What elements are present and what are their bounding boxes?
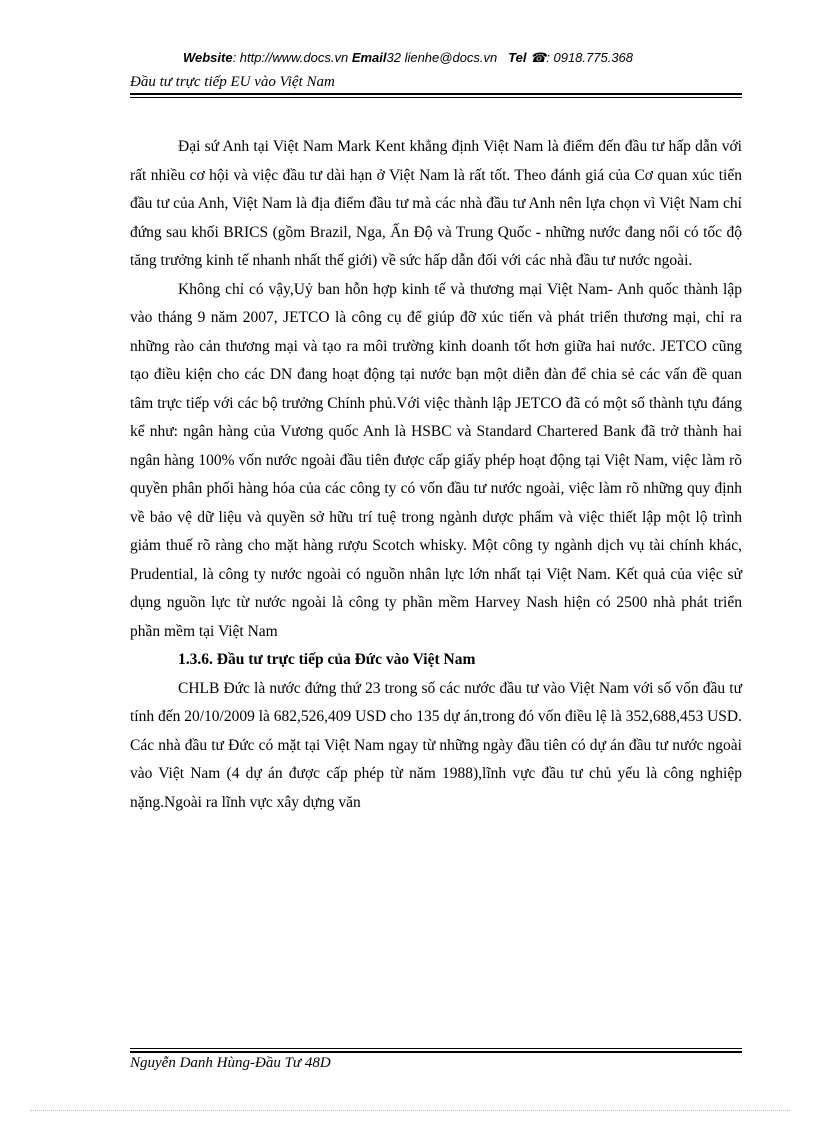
website-label: Website: [182, 50, 233, 65]
page-bottom-divider: [30, 1110, 790, 1111]
email-value: 32 lienhe@docs.vn: [386, 50, 498, 65]
document-title: Đầu tư trực tiếp EU vào Việt Nam: [130, 74, 335, 90]
paragraph-3: CHLB Đức là nước đứng thứ 23 trong số các nước đầu tư vào Việt Nam với số vốn đầu tư tính đến 20/10/2009 là 682,526,409 USD cho 135 dự án,trong đó vốn điều lệ là 352,688,453 USD. Các nhà đầu tư Đức có mặt tại Việt Nam ngay từ những ngày đầu tiên có dự án đầu tư nước ngoài vào Việt Nam (4 dự án được cấp phép từ năm 1988),lĩnh vực đầu tư chủ yếu là công nghiệp nặng.Ngoài ra lĩnh vực xây dựng văn: [130, 679, 742, 811]
body-text: [130, 133, 742, 817]
footer-rule-thick: [130, 1051, 742, 1053]
footer-author: Nguyễn Danh Hùng-Đầu Tư 48D: [130, 1055, 331, 1071]
footer-rule-thin: [130, 1048, 742, 1049]
website-header: [0, 50, 816, 66]
paragraph-1: Đại sứ Anh tại Việt Nam Mark Kent khẳng định Việt Nam là điểm đến đầu tư hấp dẫn với rất nhiều cơ hội và việc đầu tư dài hạn ở Việt Nam là rất tốt. Theo đánh giá của Cơ quan xúc tiến đầu tư của Anh, Việt Nam là địa điểm đầu tư mà các nhà đầu tư Anh nên lựa chọn vì Việt Nam chỉ đứng sau khối BRICS (gồm Brazil, Nga, Ấn Độ và Trung Quốc - những nước đang nổi có tốc độ tăng trưởng kinh tế nhanh nhất thế giới) về sức hấp dẫn đối với các nhà đầu tư nước ngoài.: [130, 138, 742, 269]
tel-value: ☎: 0918.775.368: [530, 50, 634, 65]
header-rule-thin: [130, 97, 742, 98]
section-heading: 1.3.6. Đầu tư trực tiếp của Đức vào Việt Nam: [178, 651, 476, 668]
tel-label: Tel: [508, 50, 527, 65]
website-value: : http://www.docs.vn: [232, 50, 349, 65]
header-rule-thick: [130, 93, 742, 95]
paragraph-2: Không chỉ có vậy,Uỷ ban hỗn hợp kinh tế và thương mại Việt Nam- Anh quốc thành lập vào tháng 9 năm 2007, JETCO là công cụ để giúp đỡ xúc tiến và phát triển thương mại, chỉ ra những rào cản thương mại và tạo ra môi trường kinh doanh tốt hơn giữa hai nước. JETCO cũng tạo điều kiện cho các DN đang hoạt động tại nước bạn một diễn đàn để chia sẻ các vấn đề quan tâm trực tiếp với các bộ trưởng Chính phủ.Với việc thành lập JETCO đã có một số thành tựu đáng kể như: ngân hàng của Vương quốc Anh là HSBC và Standard Chartered Bank đã trở thành hai ngân hàng 100% vốn nước ngoài đầu tiên được cấp giấy phép hoạt động tại Việt Nam, việc làm rõ quyền phân phối hàng hóa của các công ty có vốn đầu tư nước ngoài, việc làm rõ những quy định về bảo vệ dữ liệu và quyền sở hữu trí tuệ trong ngành dược phẩm và việc thiết lập một lộ trình giảm thuế rõ ràng cho mặt hàng rượu Scotch whisky. Một công ty ngành dịch vụ tài chính khác, Prudential, là công ty nước ngoài có nguồn nhân lực lớn nhất tại Việt Nam. Kết quả của việc sử dụng nguồn lực từ nước ngoài là công ty phần mềm Harvey Nash hiện có 2500 nhà phát triển phần mềm tại Việt Nam: [130, 280, 742, 640]
email-label: Email: [351, 50, 387, 65]
